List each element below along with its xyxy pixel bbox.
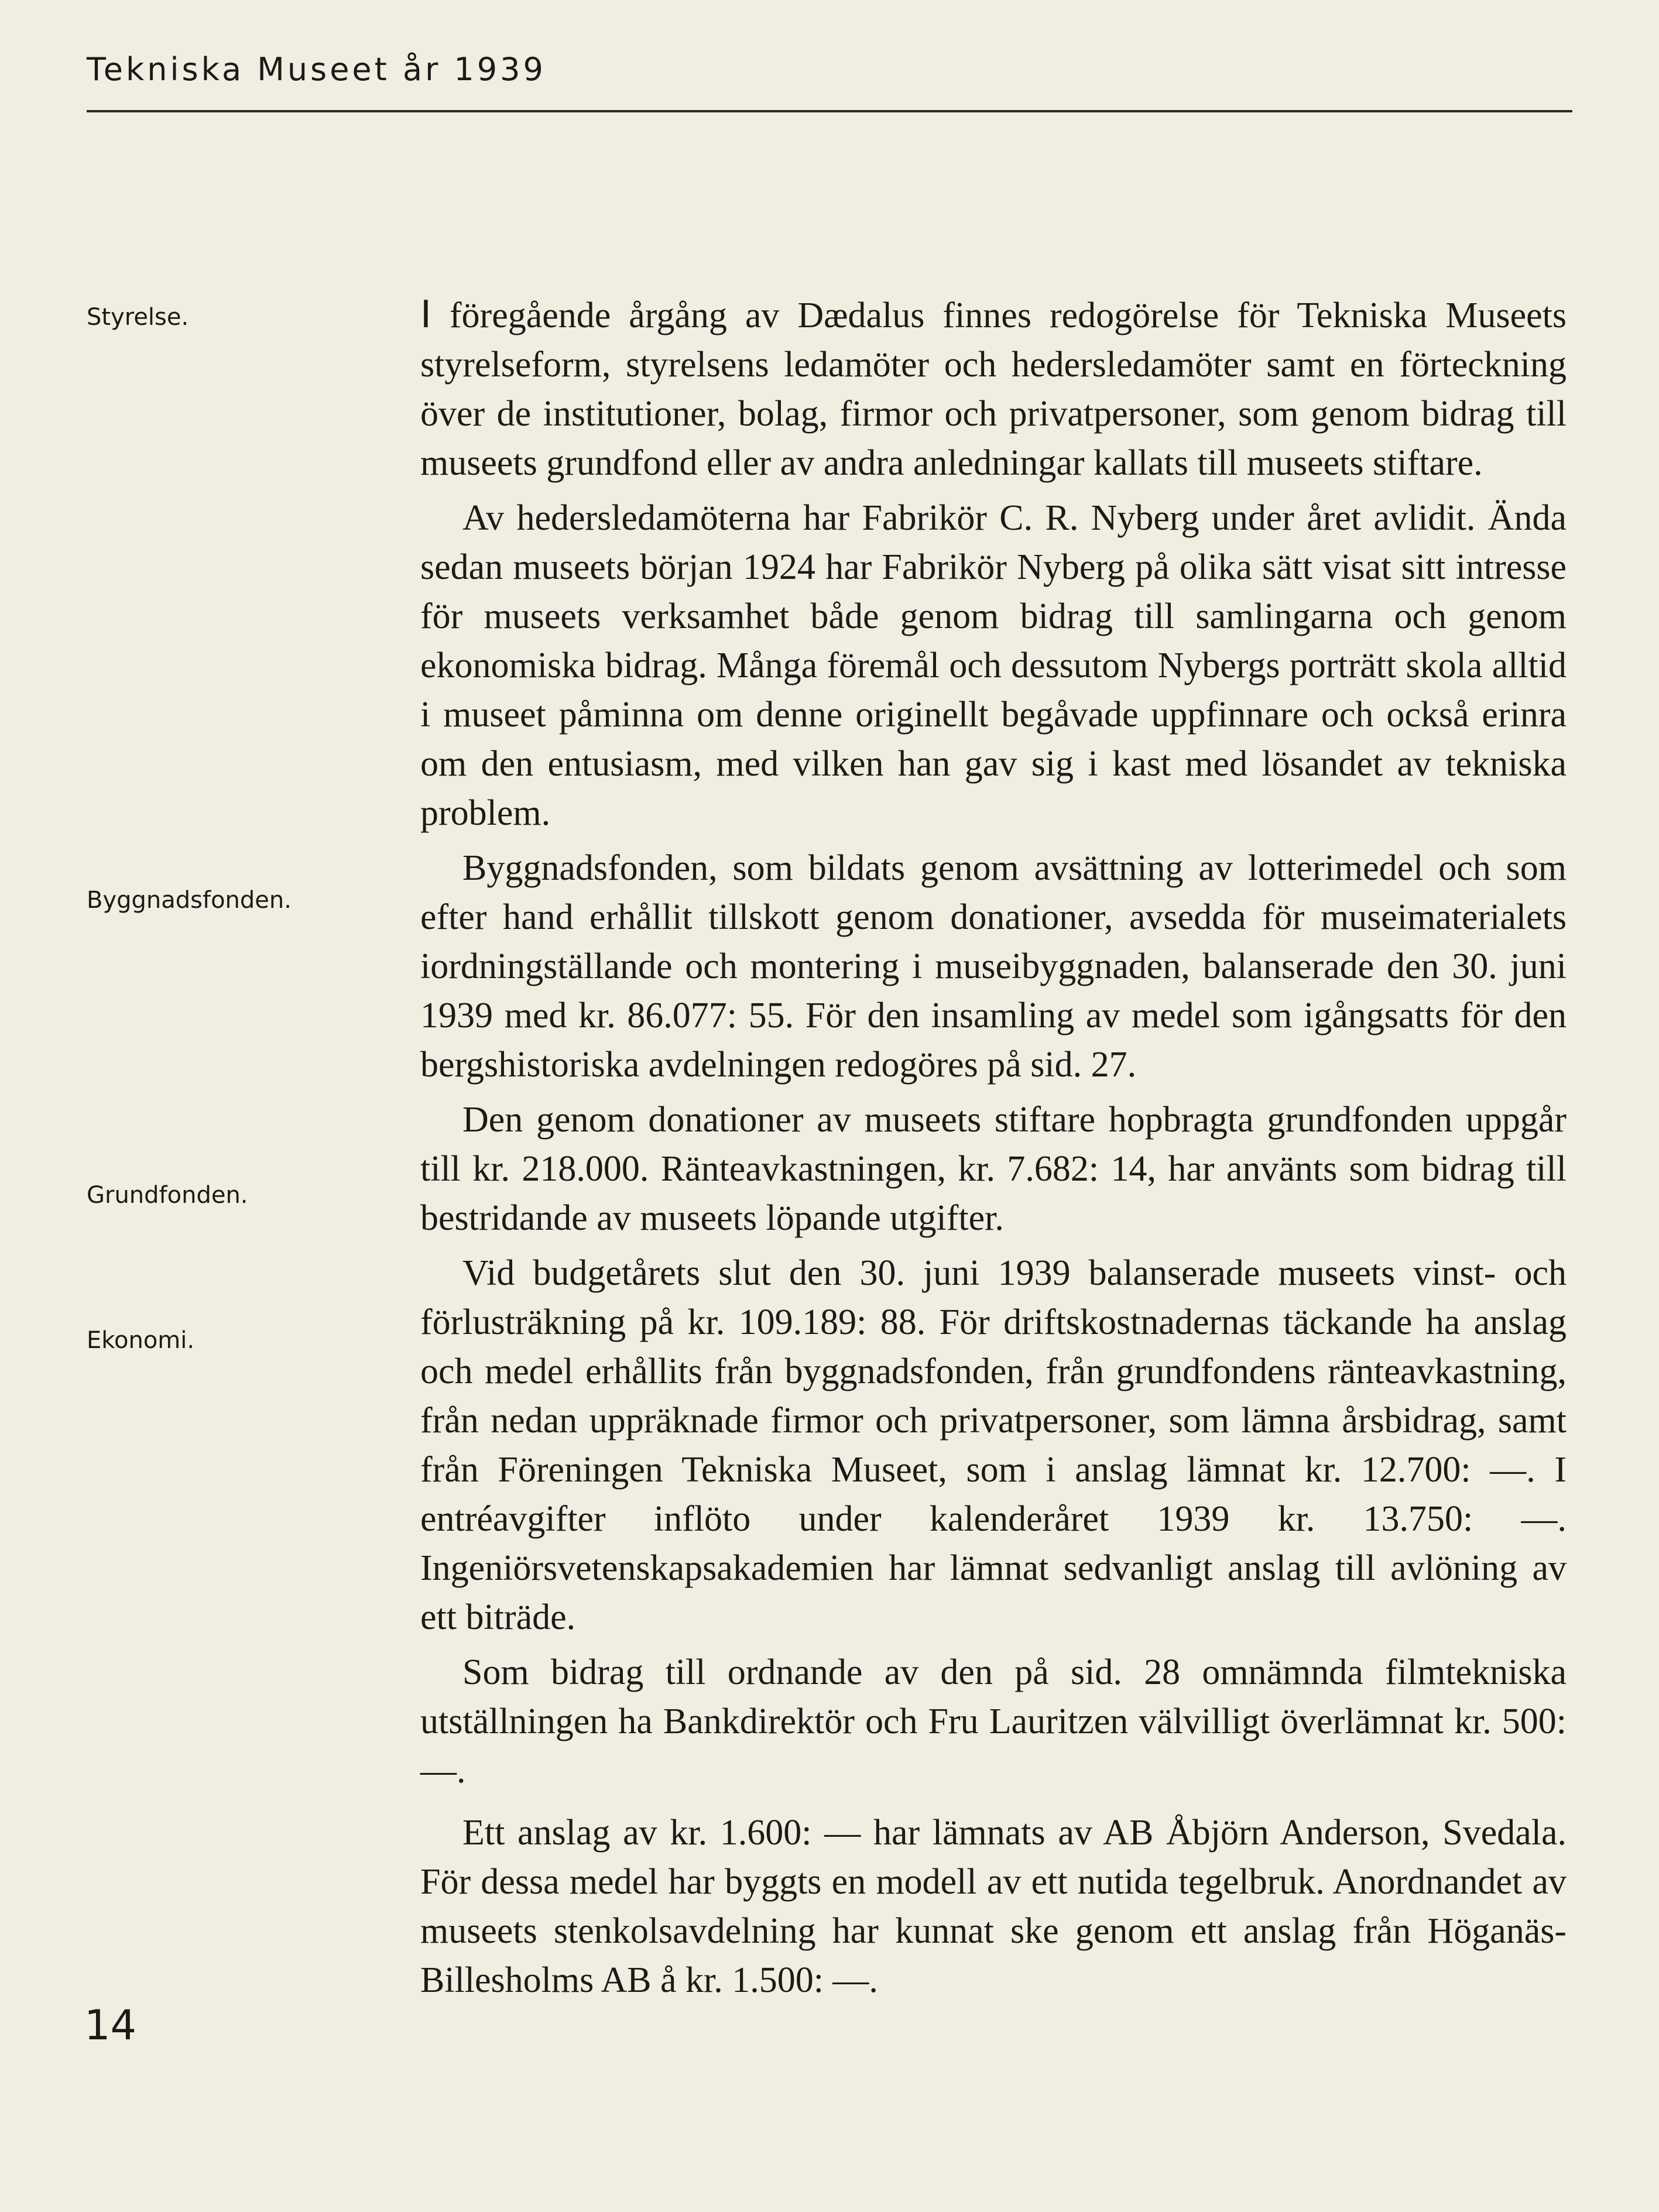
paragraph-grundfonden: Den genom donationer av museets stiftare hopbragta grundfonden uppgår till kr. 218.000. Ränteavkastningen, kr. 7.682: 14, har använts som bidrag till bestridande av museets löpande utgifter.: [420, 1100, 1567, 1238]
margin-label-styrelse: Styrelse.: [87, 304, 189, 331]
margin-label-ekonomi: Ekonomi.: [87, 1327, 195, 1354]
paragraph-styrelse: [420, 290, 1567, 488]
paragraph-nyberg: Av hedersledamöterna har Fabrikör C. R. Nyberg under året avlidit. Ända sedan museets början 1924 har Fabrikör Nyberg på olika sätt visat sitt intresse för museets verksamhet både genom bidrag till samlingarna och genom ekonomiska bidrag. Många föremål och dessutom Nybergs porträtt skola alltid i museet påminna om denne originellt begåvade uppfinnare och också erinra om den entusiasm, med vilken han gav sig i kast med lösandet av tekniska problem.: [420, 498, 1567, 833]
margin-label-byggnadsfonden: Byggnadsfonden.: [87, 887, 292, 914]
paragraph-lauritzen: Som bidrag till ordnande av den på sid. 28 omnämnda filmtekniska utställningen ha Bankdirektör och Fru Lauritzen välvilligt överlämnat kr. 500: —.: [420, 1652, 1567, 1791]
paragraph-anderson: Ett anslag av kr. 1.600: — har lämnats av AB Åbjörn Anderson, Svedala. För dessa medel har byggts en modell av ett nutida tegelbruk. Anordnandet av museets stenkolsavdelning har kunnat ske genom ett anslag från Höganäs-Billesholms AB å kr. 1.500: —.: [420, 1813, 1567, 2000]
page-number: 14: [84, 2001, 137, 2049]
running-title: Tekniska Museet år 1939: [87, 51, 546, 88]
paragraph-byggnadsfonden: Byggnadsfonden, som bildats genom avsättning av lotterimedel och som efter hand erhållit tillskott genom donationer, avsedda för museimaterialets iordningställande och montering i museibyggnaden, balanserade den 30. juni 1939 med kr. 86.077: 55. För den insamling av medel som igångsatts för den bergshistoriska avdelningen redogöres på sid. 27.: [420, 848, 1567, 1085]
margin-label-grundfonden: Grundfonden.: [87, 1182, 248, 1209]
paragraph-ekonomi: Vid budgetårets slut den 30. juni 1939 balanserade museets vinst- och förlusträkning på kr. 109.189: 88. För driftskostnadernas täckande ha anslag och medel erhållits från byggnadsfonden, från grundfondens ränteavkastning, från nedan uppräknade firmor och privatpersoner, som lämna årsbidrag, samt från Föreningen Tekniska Museet, som i anslag lämnat kr. 12.700: —. I entréavgifter inflöto under kalenderåret 1939 kr. 13.750: —. Ingeniörsvetenskapsakademien har lämnat sedvanligt anslag till avlöning av ett biträde.: [420, 1253, 1567, 1637]
drop-initial: I: [420, 293, 431, 337]
paragraph-styrelse-text: föregående årgång av Dædalus finnes redogörelse för Tekniska Museets styrelseform, styrelsens ledamöter och hedersledamöter samt en förteckning över de institutioner, bolag, firmor och privatpersoner, som genom bidrag till museets grundfond eller av andra anledningar kallats till museets stiftare.: [420, 296, 1567, 483]
body-text: [420, 290, 1567, 2005]
header-rule: [87, 110, 1572, 112]
